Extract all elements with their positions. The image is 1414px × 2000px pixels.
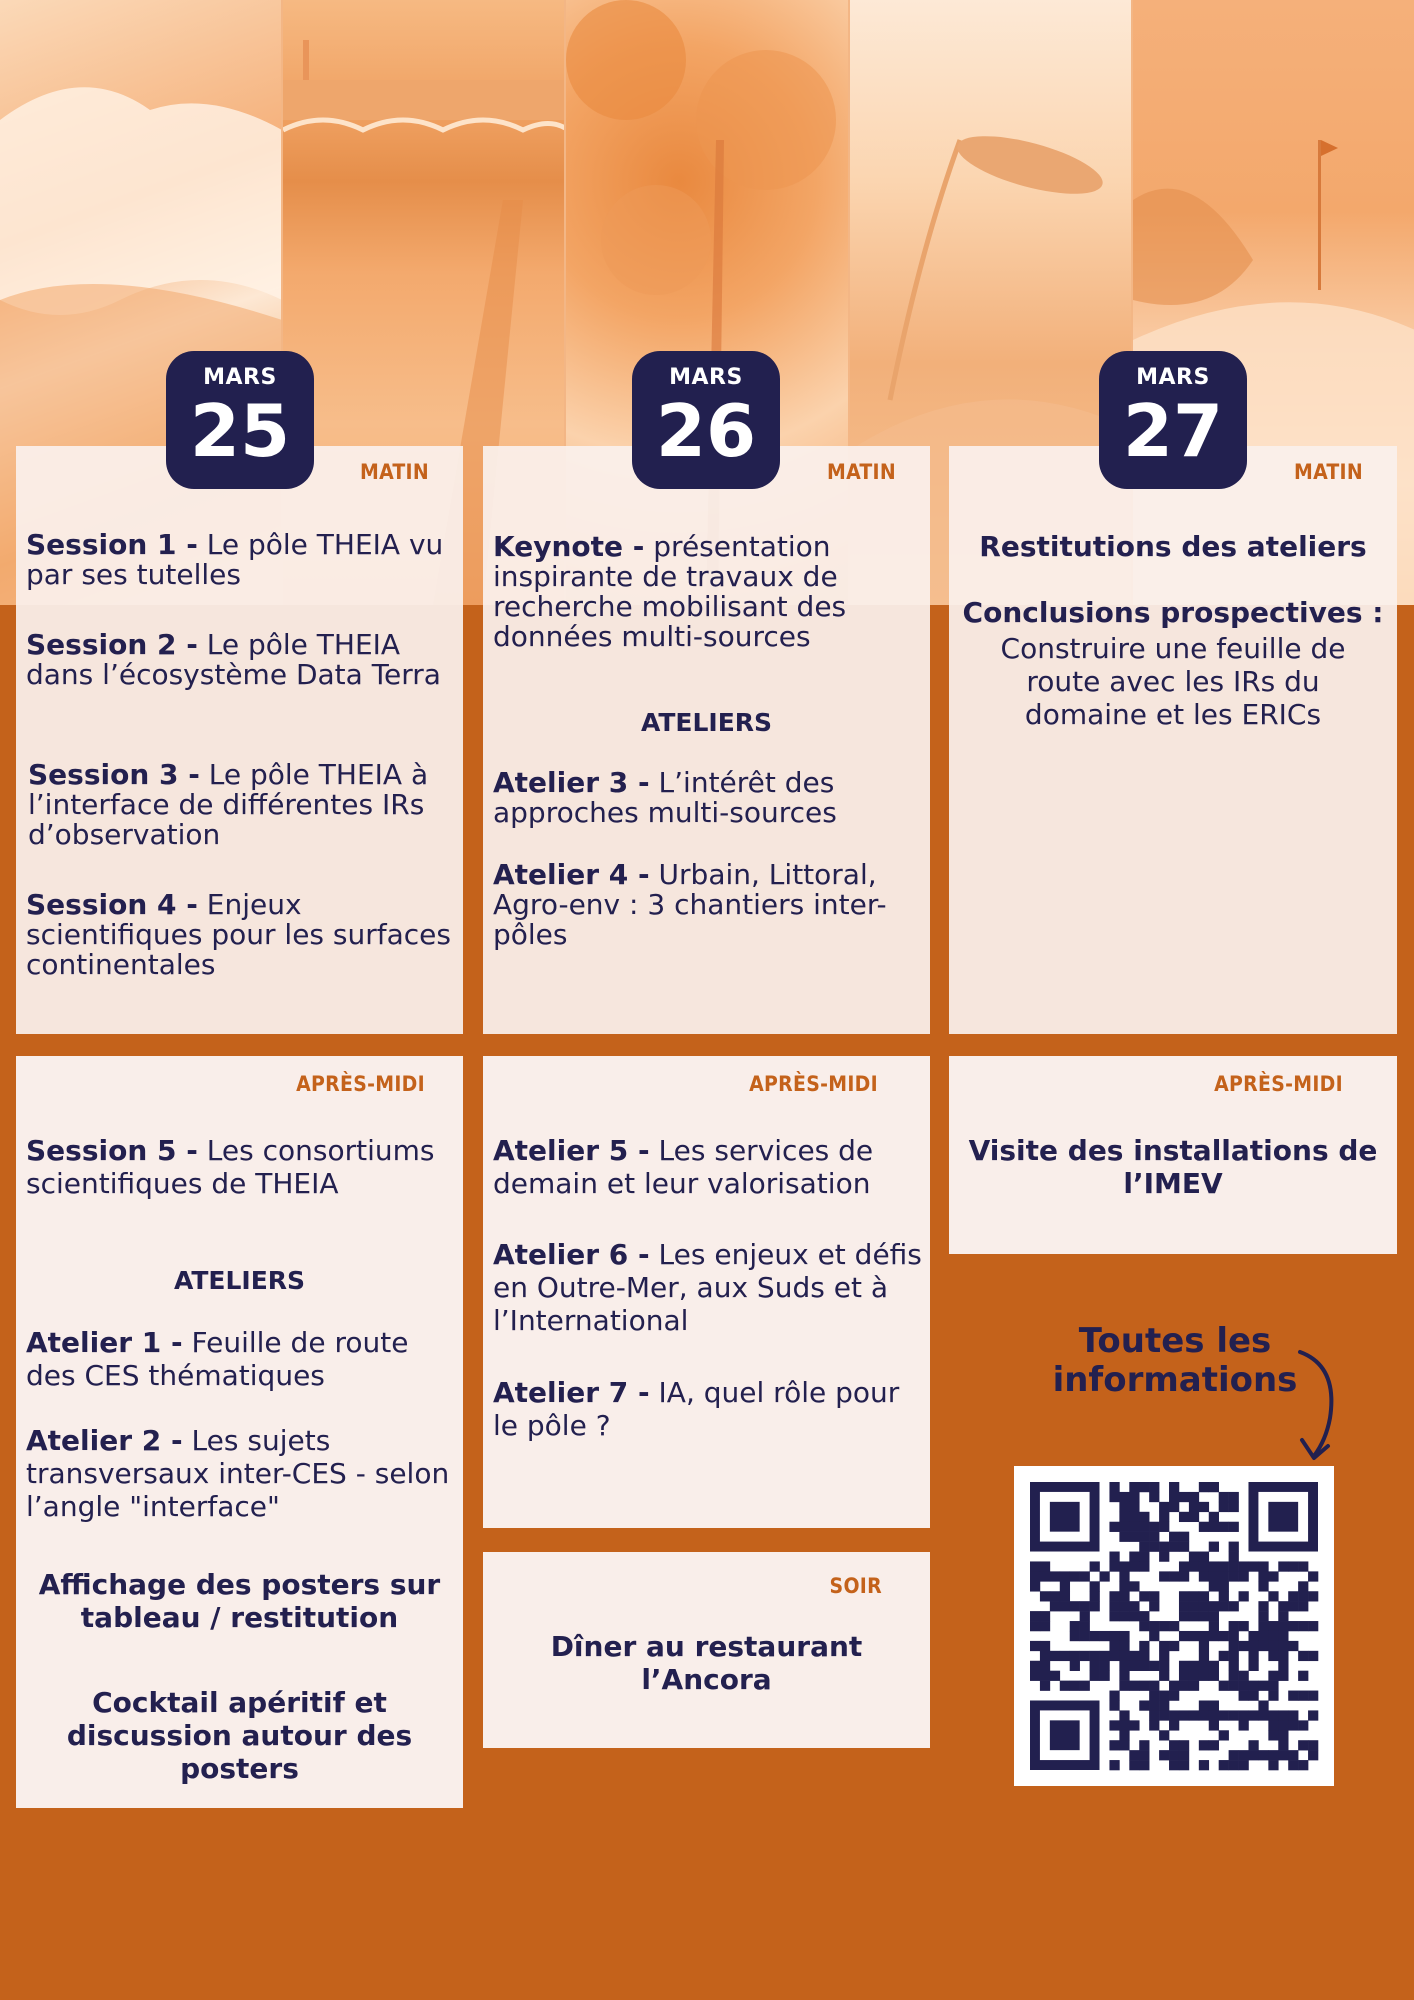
session-1: Session 1 - Le pôle THEIA vu par ses tutelles [26, 528, 444, 591]
slot-label-morning: MATIN [1293, 460, 1363, 484]
slot-label-morning: MATIN [826, 460, 896, 484]
slot-label-afternoon: APRÈS-MIDI [749, 1072, 878, 1096]
ateliers-heading: ATELIERS [173, 1266, 306, 1295]
day27-afternoon-panel [949, 1056, 1397, 1254]
slot-label-afternoon: APRÈS-MIDI [296, 1072, 425, 1096]
curved-arrow-icon [1292, 1348, 1342, 1464]
day25-afternoon-panel [16, 1056, 463, 1808]
conclusions-title: Conclusions prospectives : [962, 596, 1384, 629]
imev-visit: Visite des installations de l’IMEV [968, 1134, 1378, 1200]
posters-display: Affichage des posters sur tableau / restitution [38, 1568, 441, 1634]
session-5: Session 5 - Les consortiums scientifiques de THEIA [26, 1134, 435, 1200]
cocktail: Cocktail apéritif et discussion autour des posters [66, 1686, 413, 1785]
atelier-1: Atelier 1 - Feuille de route des CES thématiques [26, 1326, 409, 1392]
slot-label-afternoon: APRÈS-MIDI [1214, 1072, 1343, 1096]
keynote: Keynote - présentation inspirante de travaux de recherche mobilisant des données multi-sources [493, 530, 847, 653]
day26-morning-panel [483, 446, 930, 1034]
atelier-4: Atelier 4 - Urbain, Littoral, Agro-env : 3 chantiers inter-pôles [493, 858, 887, 951]
restitutions-title: Restitutions des ateliers [979, 530, 1367, 563]
conclusions-text: Construire une feuille de route avec les IRs du domaine et les ERICs [1000, 632, 1346, 731]
qr-code-image [1014, 1466, 1334, 1786]
day26-evening-panel [483, 1552, 930, 1748]
atelier-5: Atelier 5 - Les services de demain et leur valorisation [493, 1134, 874, 1200]
day26-afternoon-panel [483, 1056, 930, 1528]
session-4: Session 4 - Enjeux scientifiques pour les surfaces continentales [26, 888, 451, 981]
session-2: Session 2 - Le pôle THEIA dans l’écosystème Data Terra [26, 628, 441, 691]
day25-morning-panel [16, 446, 463, 1034]
qr-code[interactable] [1014, 1466, 1334, 1786]
atelier-7: Atelier 7 - IA, quel rôle pour le pôle ? [493, 1376, 900, 1442]
date-badge-25: MARS 25 [166, 351, 314, 489]
date-badge-27: MARS 27 [1099, 351, 1247, 489]
atelier-2: Atelier 2 - Les sujets transversaux inter-CES - selon l’angle "interface" [26, 1424, 450, 1523]
dinner: Dîner au restaurant l’Ancora [550, 1630, 863, 1696]
info-title: Toutes les informations [1052, 1321, 1298, 1400]
atelier-6: Atelier 6 - Les enjeux et défis en Outre-Mer, aux Suds et à l’International [493, 1238, 922, 1337]
atelier-3: Atelier 3 - L’intérêt des approches multi-sources [493, 766, 837, 829]
session-3: Session 3 - Le pôle THEIA à l’interface de différentes IRs d’observation [28, 758, 429, 851]
date-badge-26: MARS 26 [632, 351, 780, 489]
slot-label-morning: MATIN [359, 460, 429, 484]
ateliers-heading: ATELIERS [640, 708, 773, 737]
day27-morning-panel [949, 446, 1397, 1034]
slot-label-evening: SOIR [829, 1574, 882, 1598]
